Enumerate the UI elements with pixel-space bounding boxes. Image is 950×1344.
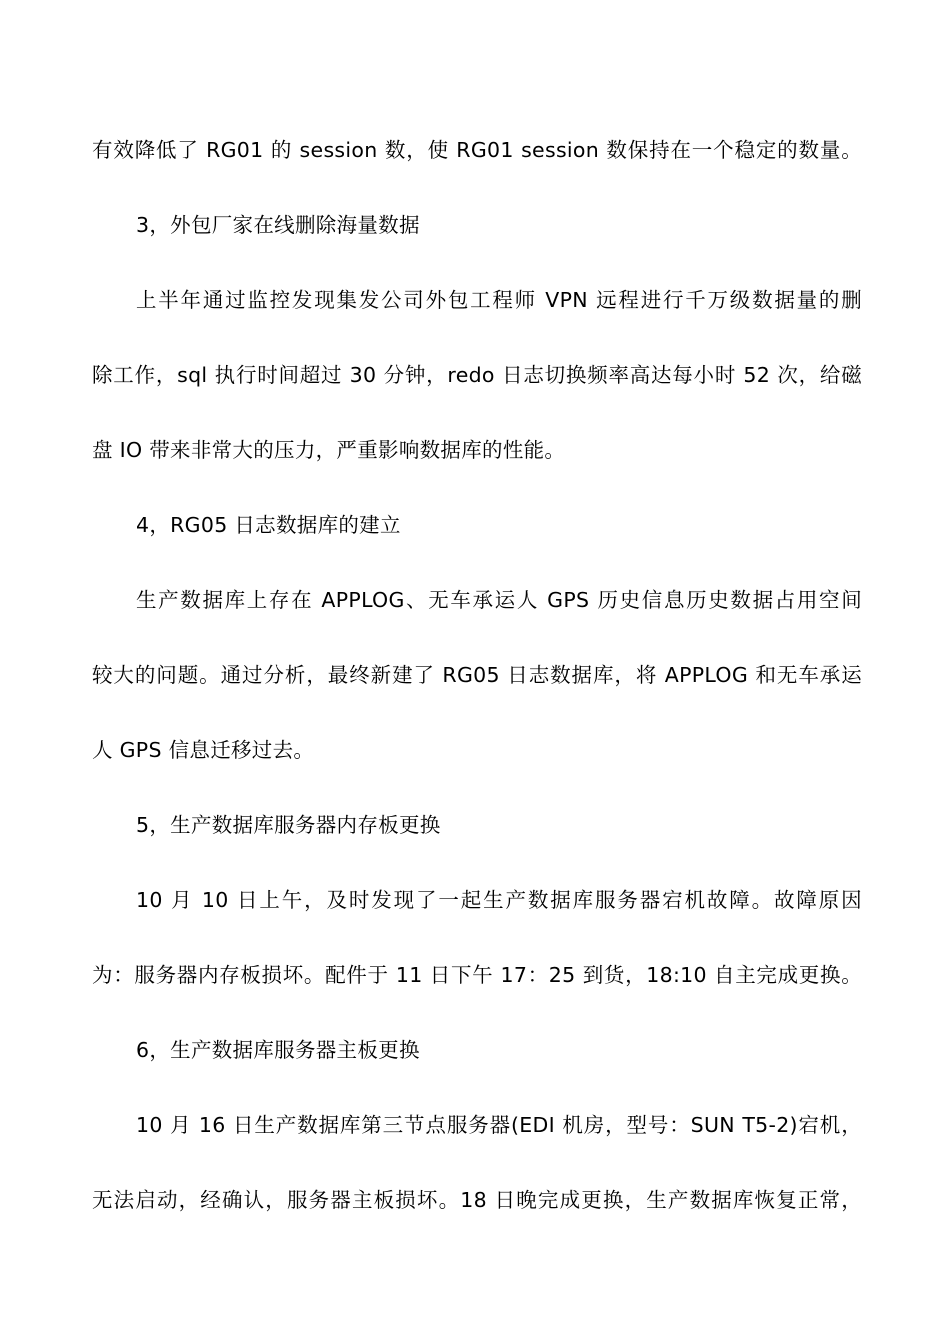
paragraph-line: 除工作，sql 执行时间超过 30 分钟，redo 日志切换频率高达每小时 52 次，给磁 <box>92 363 862 387</box>
section-heading: 4，RG05 日志数据库的建立 <box>136 513 401 537</box>
paragraph-line: 为：服务器内存板损坏。配件于 11 日下午 17：25 到货，18:10 自主完成更换。 <box>92 963 862 987</box>
paragraph-line: 有效降低了 RG01 的 session 数，使 RG01 session 数保持在一个稳定的数量。 <box>92 138 862 162</box>
paragraph-line: 无法启动，经确认，服务器主板损坏。18 日晚完成更换，生产数据库恢复正常， <box>92 1188 862 1212</box>
paragraph-line: 10 月 10 日上午，及时发现了一起生产数据库服务器宕机故障。故障原因 <box>136 888 862 912</box>
paragraph-line: 较大的问题。通过分析，最终新建了 RG05 日志数据库，将 APPLOG 和无车承运 <box>92 663 862 687</box>
paragraph-line: 盘 IO 带来非常大的压力，严重影响数据库的性能。 <box>92 438 566 462</box>
paragraph-line: 人 GPS 信息迁移过去。 <box>92 738 315 762</box>
section-heading: 3，外包厂家在线删除海量数据 <box>136 213 420 237</box>
section-heading: 6，生产数据库服务器主板更换 <box>136 1038 420 1062</box>
paragraph-line: 10 月 16 日生产数据库第三节点服务器(EDI 机房，型号：SUN T5-2)宕机， <box>136 1113 862 1137</box>
paragraph-line: 生产数据库上存在 APPLOG、无车承运人 GPS 历史信息历史数据占用空间 <box>136 588 862 612</box>
paragraph-line: 上半年通过监控发现集发公司外包工程师 VPN 远程进行千万级数据量的删 <box>136 288 862 312</box>
section-heading: 5，生产数据库服务器内存板更换 <box>136 813 441 837</box>
